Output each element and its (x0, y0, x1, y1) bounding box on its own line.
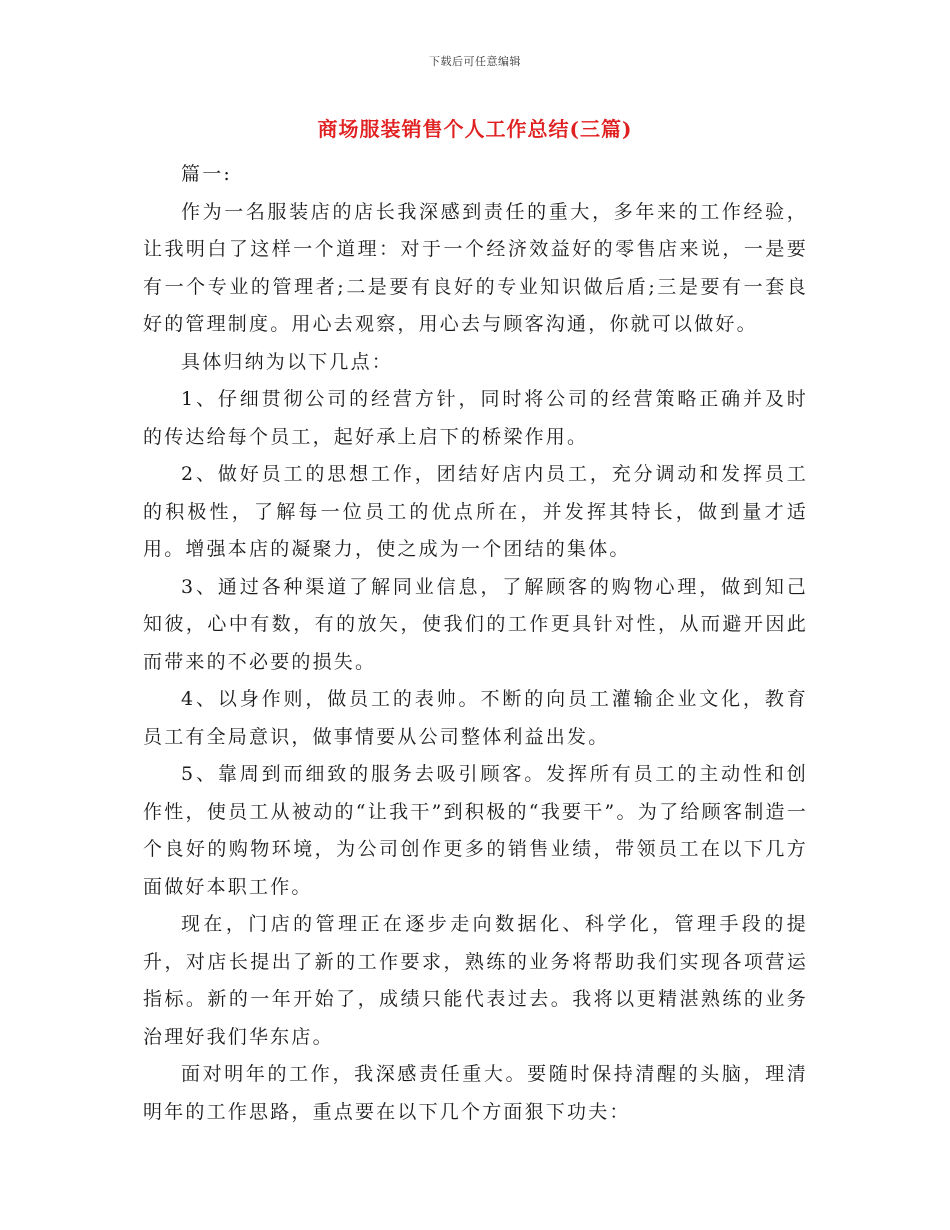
document-body (143, 156, 808, 1131)
document-title: 商场服装销售个人工作总结(三篇) (317, 117, 633, 141)
paragraph-summary-heading: 具体归纳为以下几点： (181, 350, 394, 373)
paragraph-next-year: 面对明年的工作，我深感责任重大。要随时保持清醒的头脑，理清明年的工作思路，重点要在以下几个方面狠下功夫： (143, 1063, 808, 1123)
paragraph-point-4: 4、以身作则，做员工的表帅。不断的向员工灌输企业文化，教育员工有全局意识，做事情要从公司整体利益出发。 (143, 688, 808, 748)
paragraph-intro: 作为一名服装店的店长我深感到责任的重大，多年来的工作经验，让我明白了这样一个道理：对于一个经济效益好的零售店来说，一是要有一个专业的管理者;二是要有良好的专业知识做后盾;三是要有一套良好的管理制度。用心去观察，用心去与顾客沟通，你就可以做好。 (143, 200, 808, 335)
header-note: 下载后可任意编辑 (429, 55, 521, 68)
section-label: 篇一: (181, 163, 233, 185)
paragraph-point-5: 5、靠周到而细致的服务去吸引顾客。发挥所有员工的主动性和创作性，使员工从被动的“让我干”到积极的“我要干”。为了给顾客制造一个良好的购物环境，为公司创作更多的销售业绩，带领员工在以下几方面做好本职工作。 (143, 763, 808, 898)
paragraph-point-1: 1、仔细贯彻公司的经营方针，同时将公司的经营策略正确并及时的传达给每个员工，起好承上启下的桥梁作用。 (143, 388, 808, 448)
paragraph-current-status: 现在，门店的管理正在逐步走向数据化、科学化，管理手段的提升，对店长提出了新的工作要求，熟练的业务将帮助我们实现各项营运指标。新的一年开始了，成绩只能代表过去。我将以更精湛熟练的业务治理好我们华东店。 (143, 913, 808, 1048)
paragraph-point-2: 2、做好员工的思想工作，团结好店内员工，充分调动和发挥员工的积极性，了解每一位员工的优点所在，并发挥其特长，做到量才适用。增强本店的凝聚力，使之成为一个团结的集体。 (143, 463, 808, 560)
paragraph-point-3: 3、通过各种渠道了解同业信息，了解顾客的购物心理，做到知己知彼，心中有数，有的放矢，使我们的工作更具针对性，从而避开因此而带来的不必要的损失。 (143, 575, 808, 673)
